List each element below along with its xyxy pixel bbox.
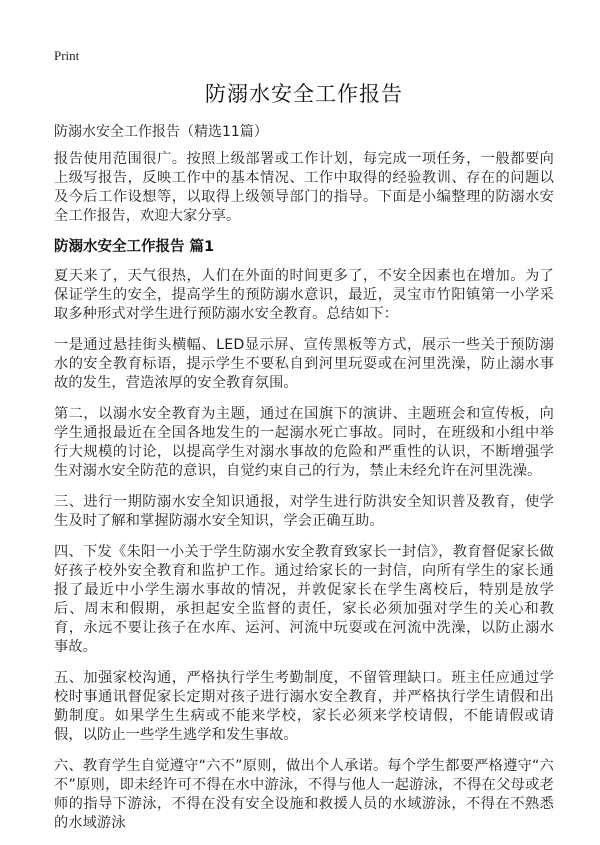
paragraph: 第二，以溺水安全教育为主题，通过在国旗下的演讲、主题班会和宣传板，向学生通报最近在全国各地发生的一起溺水死亡事故。同时，在班级和小组中举行大规模的讨论，以提高学生对溺水事故的危险和严重性的认识，不断增强学生对溺水安全防范的意识，自觉约束自己的行为，禁止未经允许在河里洗澡。 [54,406,554,479]
document-body [54,150,554,845]
paragraph: 五、加强家校沟通，严格执行学生考勤制度，不留管理缺口。班主任应通过学校时事通讯督促家长定期对孩子进行溺水安全教育，并严格执行学生请假和出勤制度。如果学生生病或不能来学校，家长必须来学校请假，不能请假或请假，以防止一些学生逃学和发生事故。 [54,670,554,743]
paragraph: 三、进行一期防溺水安全知识通报，对学生进行防洪安全知识普及教育，使学生及时了解和掌握防溺水安全知识，学会正确互助。 [54,494,554,529]
document-subtitle: 防溺水安全工作报告（精选11篇） [54,124,268,140]
document-title: 防溺水安全工作报告 [205,82,403,106]
paragraph: 六、教育学生自觉遵守“六不”原则，做出个人承诺。每个学生都要严格遵守“六不”原则，即未经许可不得在水中游泳，不得与他人一起游泳，不得在父母或老师的指导下游泳，不得在没有安全设施和救援人员的水域游泳，不得在不熟悉的水域游泳 [54,758,554,831]
print-link[interactable]: Print [54,48,80,63]
paragraph: 一是通过悬挂街头横幅、LED显示屏、宣传黑板等方式，展示一些关于预防溺水的安全教育标语，提示学生不要私自到河里玩耍或在河里洗澡，防止溺水事故的发生，营造浓厚的安全教育氛围。 [54,337,554,391]
section-heading: 防溺水安全工作报告 篇1 [54,239,215,255]
intro-paragraph: 报告使用范围很广。按照上级部署或工作计划，每完成一项任务，一般都要向上级写报告，反映工作中的基本情况、工作中取得的经验教训、存在的问题以及今后工作设想等，以取得上级领导部门的指导。下面是小编整理的防溺水安全工作报告，欢迎大家分享。 [54,151,554,224]
paragraph: 四、下发《朱阳一小关于学生防溺水安全教育致家长一封信》，教育督促家长做好孩子校外安全教育和监护工作。通过给家长的一封信，向所有学生的家长通报了最近中小学生溺水事故的情况，并敦促家长在学生离校后，特别是放学后、周末和假期，承担起安全监督的责任，家长必须加强对学生的关心和教育，永远不要让孩子在水库、运河、河流中玩耍或在河流中洗澡，以防止溺水事故。 [54,544,554,655]
paragraph: 夏天来了，天气很热，人们在外面的时间更多了，不安全因素也在增加。为了保证学生的安全，提高学生的预防溺水意识，最近，灵宝市竹阳镇第一小学采取多种形式对学生进行预防溺水安全教育。总结如下： [54,268,554,322]
